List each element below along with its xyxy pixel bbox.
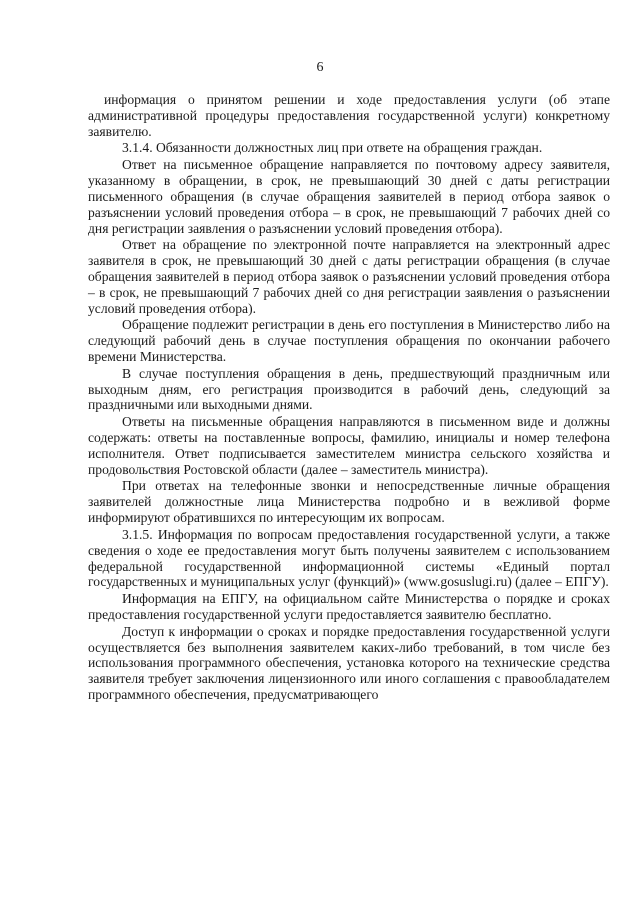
page-number: 6 [316, 60, 324, 75]
paragraph-access-info: Доступ к информации о сроках и порядке предоставления государственной услуги осуществляется без выполнения заявителем каких-либо требований, в том числе без использования программного обеспечения, установка которого на технические средства заявителя требует заключения лицензионного или иного соглашения с правообладателем программного обеспечения, предусматривающего [88, 623, 610, 703]
document-body [88, 92, 610, 704]
paragraph-email-reply: Ответ на обращение по электронной почте направляется на электронный адрес заявителя в срок, не превышающий 30 дней с даты регистрации обращения (в случае обращения заявителей в период отбора заявок о разъяснении условий проведения отбора – в срок, не превышающий 7 рабочих дней со дня регистрации заявления о разъяснении условий проведения отбора). [88, 237, 610, 316]
paragraph-phone-calls: При ответах на телефонные звонки и непосредственные личные обращения заявителей должностные лица Министерства подробно и в вежливой форме информируют обратившихся по интересующим их вопросам. [88, 478, 610, 526]
paragraph-holiday-registration: В случае поступления обращения в день, предшествующий праздничным или выходным дням, его регистрация производится в рабочий день, следующий за праздничными или выходными днями. [88, 365, 610, 413]
paragraph-continuation: информация о принятом решении и ходе предоставления услуги (об этапе административной процедуры предоставления государственной услуги) конкретному заявителю. [88, 92, 610, 139]
paragraph-section-3-1-5: 3.1.5. Информация по вопросам предоставления государственной услуги, а также сведения о ходе ее предоставления могут быть получены заявителем с использованием федеральной государственной информационной системы «Единый портал государственных и муниципальных услуг (функций)» (www.gosuslugi.ru) (далее – ЕПГУ). [88, 526, 610, 590]
paragraph-section-3-1-4-heading: 3.1.4. Обязанности должностных лиц при ответе на обращения граждан. [122, 140, 543, 156]
paragraph-registration: Обращение подлежит регистрации в день его поступления в Министерство либо на следующий рабочий день в случае поступления обращения по окончании рабочего времени Министерства. [88, 317, 610, 365]
paragraph-reply-content: Ответы на письменные обращения направляются в письменном виде и должны содержать: ответы на поставленные вопросы, фамилию, инициалы и номер телефона исполнителя. Ответ подписывается заместителем министра сельского хозяйства и продовольствия Ростовской области (далее – заместитель министра). [88, 414, 610, 477]
paragraph-written-reply: Ответ на письменное обращение направляется по почтовому адресу заявителя, указанному в обращении, в срок, не превышающий 30 дней с даты регистрации письменного обращения (в случае обращения заявителей в период отбора заявок о разъяснении условий проведения отбора – в срок, не превышающий 7 рабочих дней со дня регистрации заявления о разъяснении условий проведения отбора). [88, 157, 610, 236]
paragraph-epgu-info: Информация на ЕПГУ, на официальном сайте Министерства о порядке и сроках предоставления государственной услуги предоставляется заявителю бесплатно. [88, 591, 610, 623]
